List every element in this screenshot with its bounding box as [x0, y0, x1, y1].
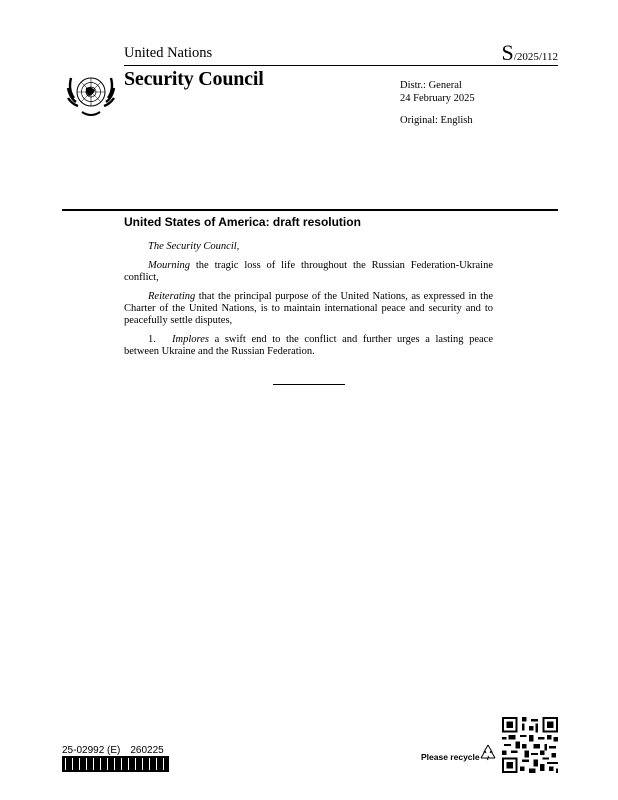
distribution-block — [400, 79, 475, 105]
distribution-label: Distr.: General — [400, 80, 462, 91]
paragraph-lead: Reiterating — [148, 291, 196, 302]
header-rule — [124, 65, 558, 66]
operative-lead: Implores — [172, 334, 209, 345]
qr-code — [502, 717, 558, 773]
document-date: 24 February 2025 — [400, 93, 475, 104]
un-emblem-icon — [62, 68, 120, 122]
operative-paragraph — [124, 334, 493, 358]
preambular-paragraph — [124, 260, 493, 284]
paragraph-text: that the principal purpose of the United Nations, as expressed in the Charter of the United Nations, is to maintain international peace and security and to peacefully settle disputes, — [124, 291, 493, 326]
operative-number: 1. — [148, 334, 156, 345]
document-title: United States of America: draft resolution — [124, 215, 361, 229]
organization-name: United Nations — [124, 45, 213, 61]
symbol-number: /2025/112 — [513, 51, 558, 63]
document-symbol — [502, 40, 558, 66]
preamble-subject — [124, 241, 493, 253]
preambular-paragraph — [124, 291, 493, 327]
document-number — [62, 745, 164, 756]
recycle-label: Please recycle — [421, 752, 480, 762]
council-title: Security Council — [124, 68, 264, 90]
paragraph-text: the tragic loss of life throughout the Russian Federation-Ukraine conflict, — [124, 260, 493, 283]
paragraph-lead: Mourning — [148, 260, 190, 271]
doc-date: 260225 — [130, 745, 164, 756]
recycle-icon — [478, 743, 498, 763]
original-language: Original: English — [400, 115, 473, 126]
operative-text: a swift end to the conflict and further urges a lasting peace between Ukraine and the Russian Federation. — [124, 334, 493, 357]
symbol-prefix: S — [501, 40, 514, 65]
preamble-subject-text: The Security Council, — [148, 241, 240, 252]
doc-number: 25-02992 (E) — [62, 745, 121, 756]
barcode-icon — [62, 756, 169, 772]
title-rule — [62, 209, 558, 211]
end-rule — [273, 384, 345, 385]
